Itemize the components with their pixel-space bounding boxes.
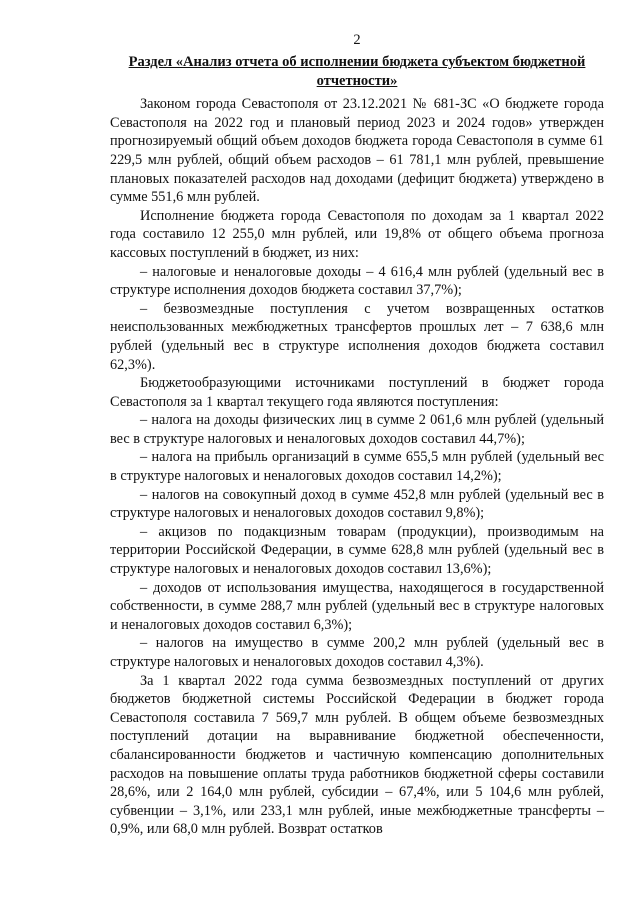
- list-item-tax-revenues: – налоговые и неналоговые доходы – 4 616,4 млн рублей (удельный вес в структуре исполнения доходов бюджета составил 37,7%);: [110, 263, 604, 299]
- paragraph-transfers: За 1 квартал 2022 года сумма безвозмездных поступлений от других бюджетов бюджетной системы Российской Федерации в бюджет города Севастополя составила 7 569,7 млн рублей. В общем объеме безвозмездных поступлений дотации на выравнивание бюджетной обеспеченности, сбалансированности бюджетов и частичную компенсацию дополнительных расходов на повышение оплаты труда работников бюджетной сферы составили 28,6%, или 2 164,0 млн рублей, субсидии – 67,4%, или 5 104,6 млн рублей, субвенции – 3,1%, или 233,1 млн рублей, иные межбюджетные трансферты – 0,9%, или 68,0 млн рублей. Возврат остатков: [110, 672, 604, 838]
- list-item-aggregate-income-tax: – налогов на совокупный доход в сумме 452,8 млн рублей (удельный вес в структуре налоговых и неналоговых доходов составил 9,8%);: [110, 486, 604, 522]
- list-item-property-use-income: – доходов от использования имущества, находящегося в государственной собственности, в сумме 288,7 млн рублей (удельный вес в структуре налоговых и неналоговых доходов составил 6,3%);: [110, 579, 604, 633]
- page-number: 2: [353, 32, 361, 48]
- list-item-excises: – акцизов по подакцизным товарам (продукции), производимым на территории Российской Федерации, в сумме 628,8 млн рублей (удельный вес в структуре налоговых и неналоговых доходов составил 13,6%);: [110, 523, 604, 578]
- paragraph-revenue-execution: Исполнение бюджета города Севастополя по доходам за 1 квартал 2022 года составило 12 255,0 млн рублей, или 19,8% от общего объема прогноза кассовых поступлений в бюджет, из них:: [110, 207, 604, 261]
- list-item-corporate-profit-tax: – налога на прибыль организаций в сумме 655,5 млн рублей (удельный вес в структуре налоговых и неналоговых доходов составил 14,2%);: [110, 449, 604, 485]
- list-item-gratuitous-receipts: – безвозмездные поступления с учетом возвращенных остатков неиспользованных межбюджетных трансфертов прошлых лет – 7 638,6 млн рублей (удельный вес в структуре исполнения доходов бюджета составил 62,3%).: [110, 300, 604, 373]
- paragraph-budget-law: Законом города Севастополя от 23.12.2021 № 681-ЗС «О бюджете города Севастополя на 2022 год и плановый период 2023 и 2024 годов» утвержден прогнозируемый общий объем доходов бюджета города Севастополя в сумме 61 229,5 млн рублей, общий объем расходов – 61 781,1 млн рублей, превышение плановых показателей расходов над доходами (дефицит бюджета) утверждено в сумме 551,6 млн рублей.: [110, 96, 604, 206]
- list-item-personal-income-tax: – налога на доходы физических лиц в сумме 2 061,6 млн рублей (удельный вес в структуре налоговых и неналоговых доходов составил 44,7%);: [110, 412, 604, 447]
- list-item-property-taxes: – налогов на имущество в сумме 200,2 млн рублей (удельный вес в структуре налоговых и неналоговых доходов составил 4,3%).: [110, 635, 604, 670]
- paragraph-main-sources: Бюджетообразующими источниками поступлений в бюджет города Севастополя за 1 квартал текущего года являются поступления:: [110, 375, 604, 410]
- section-title: Раздел «Анализ отчета об исполнении бюджета субъектом бюджетной отчетности»: [128, 54, 586, 89]
